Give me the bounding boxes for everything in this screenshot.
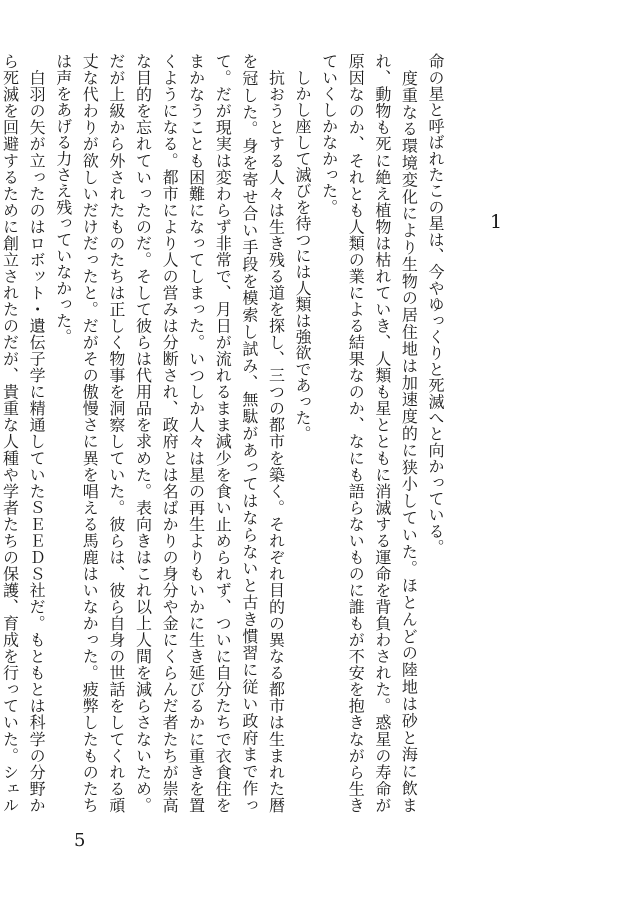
paragraph: 命の星と呼ばれたこの星は、今やゆっくりと死滅へと向かっている。: [426, 53, 445, 556]
body-text: [0, 53, 448, 813]
chapter-number: 1: [490, 211, 503, 233]
page-number: 5: [74, 830, 86, 851]
paragraph: しかし座して滅びを待つには人類は強欲であった。: [293, 53, 313, 442]
paragraph: 抗おうとする人々は生き残る道を探し、三つの都市を築く。それぞれ目的の異なる都市は生まれた暦を冠した。身を寄せ合い手段を模索し試み、無駄があってはならないと古き慣習に従い政府まで作って。だが現実は変わらず非常で、月日が流れるまま減少を食い止められず、ついに自分たちで衣食住をまかなうことも困難になってしまった。いつしか人々は星の再生よりもいかに生き延びるかに重きを置くようになる。都市により人の営みは分断され、政府とは名ばかりの身分や金にくらんだ者たちが崇高な目的を忘れていったのだ。そして彼らは代用品を求めた。表向きはこれ以上人間を減らさないため。だが上級から外されたものたちは正しく物事を洞察していた。彼らは、彼ら自身の世話をしてくれる頑丈な代わりが欲しいだけだったと。だがその傲慢さに異を唱える馬鹿はいなかった。疲弊したものたちは声をあげる力さえ残っていなかった。: [53, 53, 286, 813]
paragraph: 度重なる環境変化により生物の居住地は加速度的に狭小していた。ほとんどの陸地は砂と海に飲まれ、動物も死に絶え植物は枯れていき、人類も星とともに消滅する運命を背負わされた。惑星の寿命が原因なのか、それとも人類の業による結果なのか、なにも語らないものに誰もが不安を抱きながら生きていくしかなかった。: [319, 53, 419, 813]
paragraph: 白羽の矢が立ったのはロボット・遺伝子学に精通していたＳＥＥＤＳ社だ。もともとは科学の分野から死滅を回避するために創立されたのだが、貴重な人種や学者たちの保護、育成を行っていた。シェル: [0, 53, 47, 813]
